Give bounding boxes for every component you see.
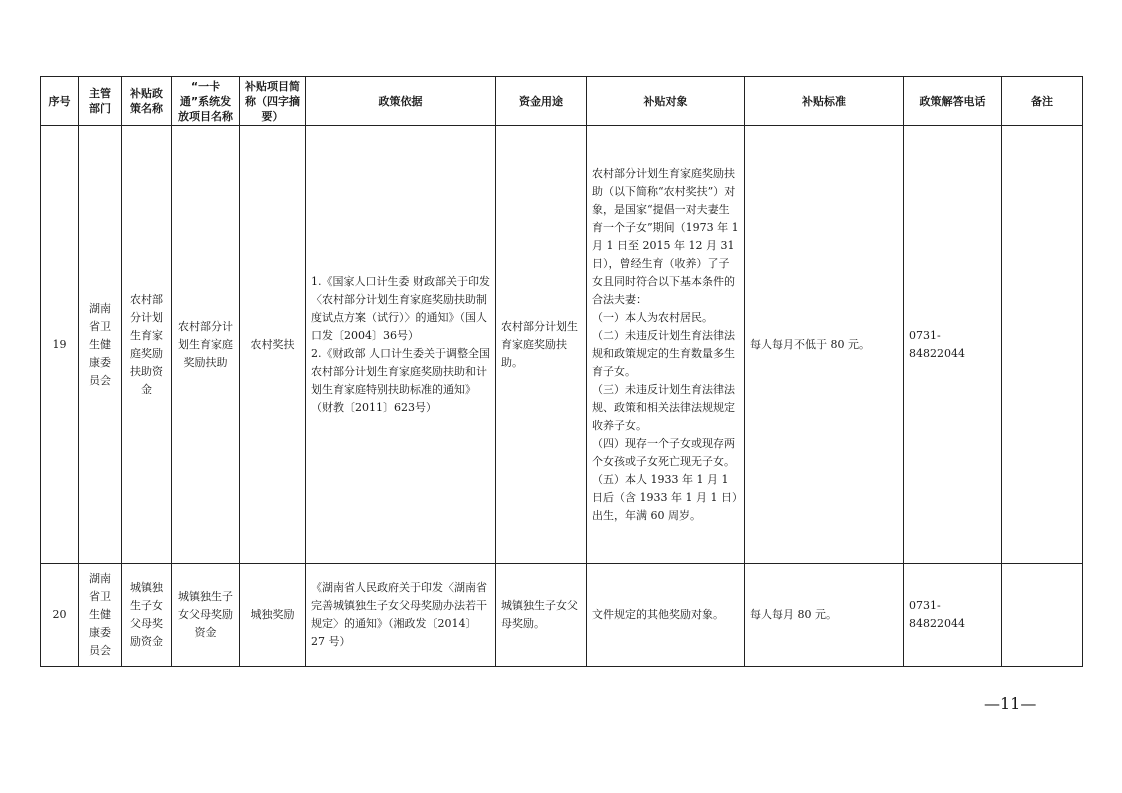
header-short-name: 补贴项目简称（四字摘要） <box>240 77 306 126</box>
row-target: 文件规定的其他奖励对象。 <box>587 564 745 667</box>
row-basis <box>306 126 496 564</box>
row-usage: 城镇独生子女父母奖励。 <box>496 564 587 667</box>
row-usage: 农村部分计划生育家庭奖励扶助。 <box>496 126 587 564</box>
row-short-name: 城独奖励 <box>240 564 306 667</box>
row-policy-name: 农村部分计划生育家庭奖励扶助资金 <box>122 126 172 564</box>
row-system-item: 城镇独生子女父母奖励资金 <box>172 564 240 667</box>
row-remark <box>1002 564 1083 667</box>
row-phone: 0731-84822044 <box>904 126 1002 564</box>
row-phone: 0731-84822044 <box>904 564 1002 667</box>
row-standard: 每人每月不低于 80 元。 <box>745 126 904 564</box>
row-standard: 每人每月 80 元。 <box>745 564 904 667</box>
target-condition-5: （五）本人 1933 年 1 月 1 日后（含 1933 年 1 月 1 日）出生，年满 60 周岁。 <box>592 472 738 522</box>
header-usage: 资金用途 <box>496 77 587 126</box>
row-system-item: 农村部分计划生育家庭奖励扶助 <box>172 126 240 564</box>
header-policy-name: 补贴政策名称 <box>122 77 172 126</box>
table-row <box>41 564 1083 667</box>
basis-item-1: 1.《国家人口计生委 财政部关于印发〈农村部分计划生育家庭奖励扶助制度试点方案（试行）〉的通知》（国人口发〔2004〕36号） <box>311 274 490 342</box>
row-department: 湖南省卫生健康委员会 <box>79 126 122 564</box>
target-condition-4: （四）现存一个子女或现存两个女孩或子女死亡现无子女。 <box>592 436 735 468</box>
header-system-item: “一卡通”系统发放项目名称 <box>172 77 240 126</box>
target-condition-2: （二）未违反计划生育法律法规和政策规定的生育数量多生育子女。 <box>592 328 735 378</box>
header-target: 补贴对象 <box>587 77 745 126</box>
row-target <box>587 126 745 564</box>
target-condition-1: （一）本人为农村居民。 <box>592 310 713 324</box>
basis-item-2: 2.《财政部 人口计生委关于调整全国农村部分计划生育家庭奖励扶助和计划生育家庭特别扶助标准的通知》（财教〔2011〕623号） <box>311 346 490 414</box>
row-basis: 《湖南省人民政府关于印发〈湖南省完善城镇独生子女父母奖励办法若干规定〉的通知》（湘政发〔2014〕27 号） <box>306 564 496 667</box>
table-row <box>41 126 1083 564</box>
target-condition-3: （三）未违反计划生育法律法规、政策和相关法律法规规定收养子女。 <box>592 382 735 432</box>
header-standard: 补贴标准 <box>745 77 904 126</box>
row-policy-name: 城镇独生子女父母奖励资金 <box>122 564 172 667</box>
header-basis: 政策依据 <box>306 77 496 126</box>
row-department: 湖南省卫生健康委员会 <box>79 564 122 667</box>
row-short-name: 农村奖扶 <box>240 126 306 564</box>
header-department: 主管部门 <box>79 77 122 126</box>
policy-table <box>40 76 1083 667</box>
target-intro: 农村部分计划生育家庭奖励扶助（以下简称“农村奖扶”）对象，是国家“提倡一对夫妻生育一个子女”期间（1973 年 1 月 1 日至 2015 年 12 月 31 日），曾经生育（收养）了子女且同时符合以下基本条件的合法夫妻： <box>592 166 739 306</box>
page-number: —11— <box>984 694 1037 713</box>
header-phone: 政策解答电话 <box>904 77 1002 126</box>
row-no: 20 <box>41 564 79 667</box>
header-row <box>41 77 1083 126</box>
header-remark: 备注 <box>1002 77 1083 126</box>
row-no: 19 <box>41 126 79 564</box>
row-remark <box>1002 126 1083 564</box>
header-no: 序号 <box>41 77 79 126</box>
